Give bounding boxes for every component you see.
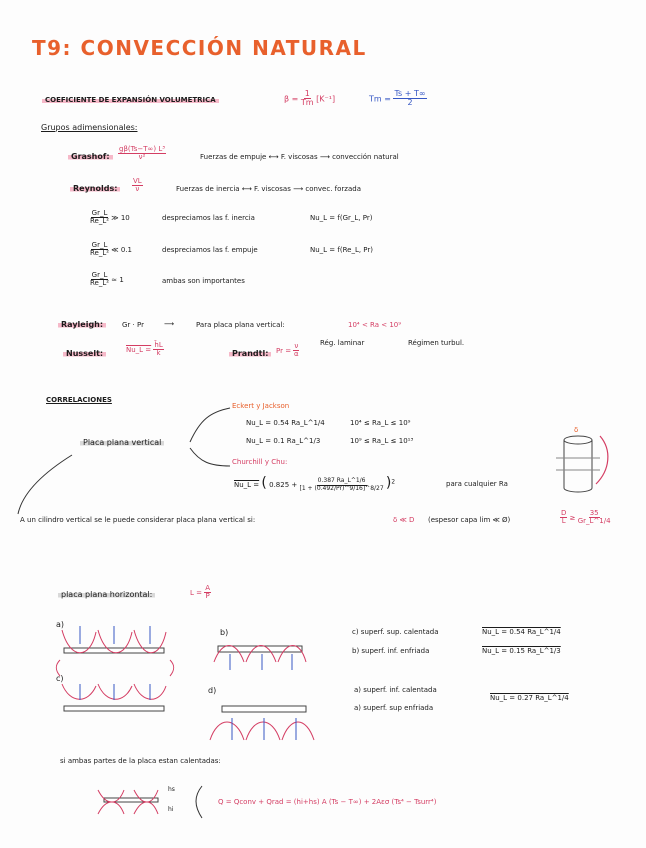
rayleigh-expr: Gr · Pr: [122, 321, 144, 329]
rayleigh-desc: Para placa plana vertical:: [196, 321, 285, 329]
case-2-nu: Nu_L = f(Re_L, Pr): [310, 246, 373, 254]
horiz-r1: c) superf. sup. calentada: [352, 628, 439, 636]
grupos-heading: Grupos adimensionales:: [41, 123, 138, 132]
horizontal-heading: placa plana horizontal:: [58, 590, 155, 599]
horiz-r2: b) superf. inf. enfriada: [352, 647, 430, 655]
cc-equation: Nu_L = ( 0.825 + $\frac{0.387 Ra\_L\^{}1/6}{[1 + (0.492/Pr)\^{}9/16]\^{}8/27}$ )$^2$: [234, 475, 396, 492]
case-b-sketch: [214, 646, 306, 671]
hs-label: hs: [168, 786, 175, 793]
rayleigh-laminar: Rég. laminar: [320, 339, 365, 347]
horiz-eq-cb: Nu_L = 0.54 Ra_L^1/4: [482, 628, 561, 636]
case-d-sketch: [210, 706, 314, 740]
prandtl-formula: Pr = $\frac{\nu}{\alpha}$: [276, 342, 299, 359]
case-c-label: c): [56, 674, 64, 683]
case-2-desc: despreciamos las f. empuje: [162, 246, 258, 254]
beta-label: COEFICIENTE DE EXPANSIÓN VOLUMETRICA: [42, 96, 219, 104]
rayleigh-label: Rayleigh:: [58, 320, 106, 329]
horiz-eq-cb2: Nu_L = 0.15 Ra_L^1/3: [482, 647, 561, 655]
horizontal-L: L = $\frac{A}{P}$: [190, 584, 211, 601]
arrow-to-cilindro: [18, 455, 72, 514]
case-a-sketch: [56, 626, 174, 676]
q-equation: Q = Qconv + Qrad = (hi+hs) A (Ts − T∞) + 2Aεσ (Ts⁴ − Tsurr⁴): [218, 798, 437, 806]
page-title: T9: CONVECCIÓN NATURAL: [32, 36, 367, 60]
horiz-r4: a) superf. sup enfriada: [354, 704, 434, 712]
horiz-eq-ad: Nu_L = 0.27 Ra_L^1/4: [490, 694, 569, 702]
reynolds-desc: Fuerzas de inercia ⟷ F. viscosas ⟶ convec. forzada: [176, 185, 361, 193]
ambas-note: si ambas partes de la placa estan calentadas:: [60, 757, 221, 765]
case-1-desc: despreciamos las f. inercia: [162, 214, 255, 222]
delta-label: δ: [574, 426, 579, 434]
horiz-r3: a) superf. inf. calentada: [354, 686, 437, 694]
cilindro-paren: (espesor capa lim ≪ Ø): [428, 516, 511, 524]
case-d-label: d): [208, 686, 217, 695]
case-1: $\frac{Gr\_L}{\text{Re\_L²}}$ ≫ 10: [90, 209, 130, 226]
tm-formula: Tm = $\frac{Ts + T\infty}{2}$: [369, 89, 426, 108]
ej-range1: 10⁴ ≤ Ra_L ≤ 10⁹: [350, 419, 411, 427]
rayleigh-range: 10⁴ < Ra < 10⁹: [348, 321, 402, 329]
hi-label: hi: [168, 806, 174, 813]
ej-eq2: Nu_L = 0.1 Ra_L^1/3: [246, 437, 321, 445]
grashof-label: Grashof:: [68, 152, 113, 161]
nusselt-formula: Nu_L = $\frac{h̄L}{k}$: [126, 341, 163, 358]
prandtl-label: Prandtl:: [229, 349, 271, 358]
beta-formula: β = $\frac{1}{Tm}$ [K⁻¹]: [284, 89, 336, 108]
rayleigh-turbulent: Régimen turbul.: [408, 339, 465, 347]
grashof-desc: Fuerzas de empuje ⟷ F. viscosas ⟶ convección natural: [200, 153, 399, 161]
case-a-label: a): [56, 620, 65, 629]
case-2: $\frac{Gr\_L}{\text{Re\_L²}}$ ≪ 0.1: [90, 241, 132, 258]
eckert-jackson: Eckert y Jackson: [232, 402, 290, 410]
ej-eq1: Nu_L = 0.54 Ra_L^1/4: [246, 419, 325, 427]
correlaciones-heading: CORRELACIONES: [46, 396, 112, 404]
reynolds-frac: $\frac{VL}{\nu}$: [133, 177, 142, 194]
arrow-to-eckert: [190, 408, 230, 442]
rayleigh-arrow: ⟶: [164, 320, 175, 328]
cilindro-cond: δ ≪ D: [393, 516, 415, 524]
cylinder-icon: [556, 436, 608, 492]
arrow-to-churchill: [190, 448, 230, 466]
nusselt-label: Nusselt:: [63, 349, 106, 358]
case-3: $\frac{Gr\_L}{\text{Re\_L²}}$ ≃ 1: [90, 271, 124, 288]
churchill-chu: Churchill y Chu:: [232, 458, 288, 466]
reynolds-label: Reynolds:: [70, 184, 120, 193]
cilindro-note: A un cilindro vertical se le puede considerar placa plana vertical si:: [20, 516, 256, 524]
ej-range2: 10⁹ ≤ Ra_L ≤ 10¹³: [350, 437, 414, 445]
cc-note: para cualquier Ra: [446, 480, 508, 488]
placa-vertical-label: Placa plana vertical: [80, 438, 164, 447]
case-3-desc: ambas son importantes: [162, 277, 245, 285]
both-heated-sketch: [98, 786, 202, 818]
case-b-label: b): [220, 628, 229, 637]
case-1-nu: Nu_L = f(Gr_L, Pr): [310, 214, 373, 222]
grashof-frac: $\frac{\text{gβ(Ts−T∞) L³}}{\text{ν²}}$: [119, 145, 166, 162]
case-c-sketch: [62, 684, 166, 711]
cilindro-ratio: $\frac{D}{L}$ ≥ $\frac{35}{Gr\_L\^{}1/4}$: [561, 509, 611, 526]
